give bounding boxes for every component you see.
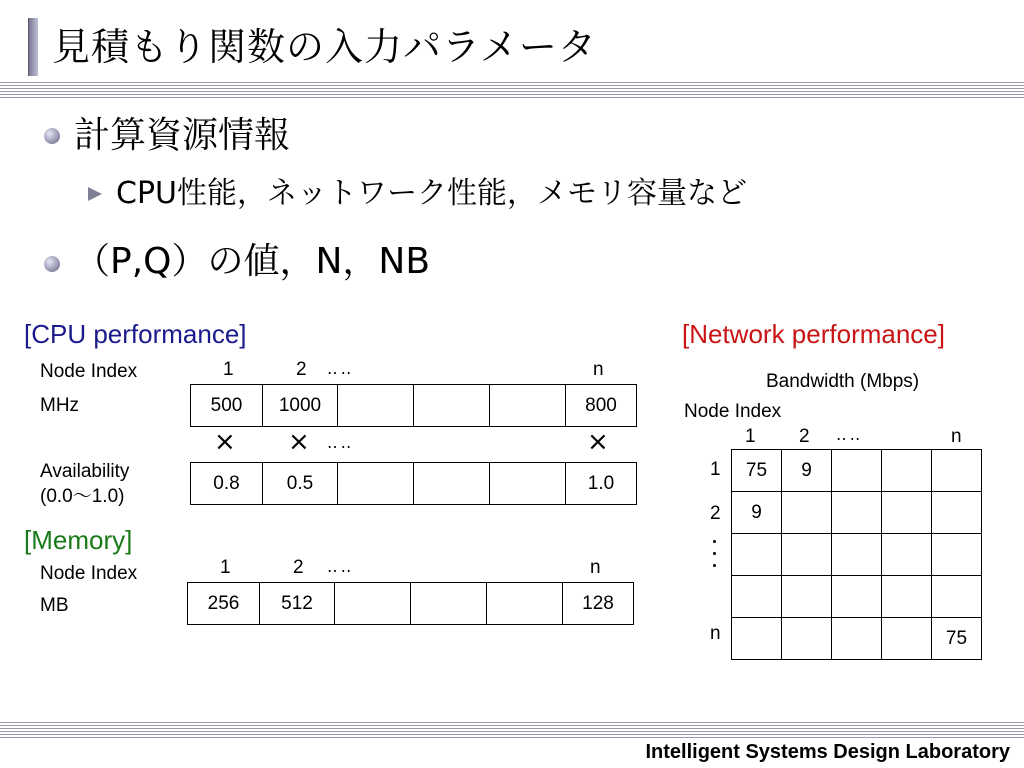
memory-index-ellipsis: ‥‥	[327, 559, 355, 576]
matrix-row-ellipsis	[713, 540, 719, 567]
matrix-cell: 75	[732, 450, 782, 492]
sub-bullet-resource-types: CPU性能，ネットワーク性能，メモリ容量など	[116, 176, 747, 211]
matrix-row	[732, 450, 982, 492]
matrix-cell	[782, 618, 832, 660]
matrix-col-ellipsis: ‥‥	[836, 427, 864, 444]
mhz-table	[190, 384, 637, 427]
matrix-cell	[882, 618, 932, 660]
memory-index-n: n	[590, 557, 601, 578]
availability-label: Availability	[40, 461, 130, 482]
memory-node-index-label: Node Index	[40, 563, 138, 584]
mhz-cell: 800	[566, 385, 637, 426]
network-node-index-label: Node Index	[684, 401, 782, 422]
memory-cell	[487, 583, 563, 624]
availability-range: (0.0〜1.0)	[40, 486, 125, 507]
memory-cell: 512	[260, 583, 335, 624]
availability-cell	[414, 463, 490, 504]
bandwidth-label: Bandwidth (Mbps)	[766, 371, 920, 392]
matrix-cell: 75	[932, 618, 982, 660]
availability-cell	[490, 463, 566, 504]
memory-cell: 256	[188, 583, 260, 624]
matrix-cell	[832, 492, 882, 534]
memory-cell: 128	[563, 583, 634, 624]
matrix-cell	[782, 492, 832, 534]
matrix-cell	[882, 492, 932, 534]
matrix-cell	[882, 534, 932, 576]
multiply-ellipsis: ‥‥	[327, 435, 355, 452]
matrix-cell	[782, 576, 832, 618]
bullet-pq-values: （P,Q）の値，N，NB	[74, 241, 431, 282]
mhz-cell	[490, 385, 566, 426]
availability-cell: 1.0	[566, 463, 637, 504]
bullet-compute-resources: 計算資源情報	[74, 115, 291, 156]
memory-table	[187, 582, 634, 625]
mhz-cell	[414, 385, 490, 426]
cpu-index-1: 1	[223, 359, 234, 380]
matrix-cell	[832, 534, 882, 576]
cpu-performance-heading: [CPU performance]	[24, 319, 247, 349]
mhz-label: MHz	[40, 395, 80, 416]
matrix-col-1: 1	[745, 426, 756, 447]
multiply-symbol: ×	[288, 427, 310, 457]
matrix-col-2: 2	[799, 426, 810, 447]
sub-bullet-arrow-icon	[88, 187, 102, 201]
cpu-index-2: 2	[296, 359, 307, 380]
matrix-cell	[882, 576, 932, 618]
title-divider	[0, 82, 1024, 100]
multiply-symbol: ×	[214, 427, 236, 457]
footer-lab-name: Intelligent Systems Design Laboratory	[645, 741, 1010, 763]
mhz-cell	[338, 385, 414, 426]
bullet-dot-icon	[44, 128, 60, 144]
memory-index-2: 2	[293, 557, 304, 578]
matrix-row	[732, 534, 982, 576]
mb-label: MB	[40, 595, 69, 616]
matrix-row-n: n	[710, 623, 721, 644]
matrix-cell	[932, 576, 982, 618]
matrix-col-n: n	[951, 426, 962, 447]
cpu-node-index-label: Node Index	[40, 361, 138, 382]
matrix-cell	[832, 576, 882, 618]
availability-table	[190, 462, 637, 505]
memory-index-1: 1	[220, 557, 231, 578]
matrix-cell	[882, 450, 932, 492]
mhz-cell: 500	[191, 385, 263, 426]
matrix-cell	[932, 534, 982, 576]
page-title: 見積もり関数の入力パラメータ	[52, 25, 597, 69]
memory-heading: [Memory]	[24, 525, 133, 555]
matrix-cell	[932, 450, 982, 492]
availability-cell: 0.5	[263, 463, 338, 504]
matrix-cell	[732, 576, 782, 618]
matrix-row-2: 2	[710, 503, 721, 524]
network-performance-heading: [Network performance]	[682, 319, 945, 349]
matrix-row	[732, 618, 982, 660]
availability-cell: 0.8	[191, 463, 263, 504]
cpu-index-n: n	[593, 359, 604, 380]
bullet-dot-icon	[44, 256, 60, 272]
title-accent-bar	[28, 18, 38, 76]
multiply-symbol: ×	[587, 427, 609, 457]
matrix-cell	[782, 534, 832, 576]
bandwidth-matrix	[731, 449, 982, 660]
matrix-cell: 9	[782, 450, 832, 492]
matrix-cell	[832, 450, 882, 492]
cpu-index-ellipsis: ‥‥	[327, 361, 355, 378]
availability-cell	[338, 463, 414, 504]
matrix-cell	[832, 618, 882, 660]
memory-cell	[411, 583, 487, 624]
matrix-row	[732, 576, 982, 618]
matrix-cell	[932, 492, 982, 534]
memory-cell	[335, 583, 411, 624]
matrix-cell	[732, 618, 782, 660]
matrix-row-1: 1	[710, 459, 721, 480]
matrix-row	[732, 492, 982, 534]
mhz-cell: 1000	[263, 385, 338, 426]
matrix-cell: 9	[732, 492, 782, 534]
matrix-cell	[732, 534, 782, 576]
